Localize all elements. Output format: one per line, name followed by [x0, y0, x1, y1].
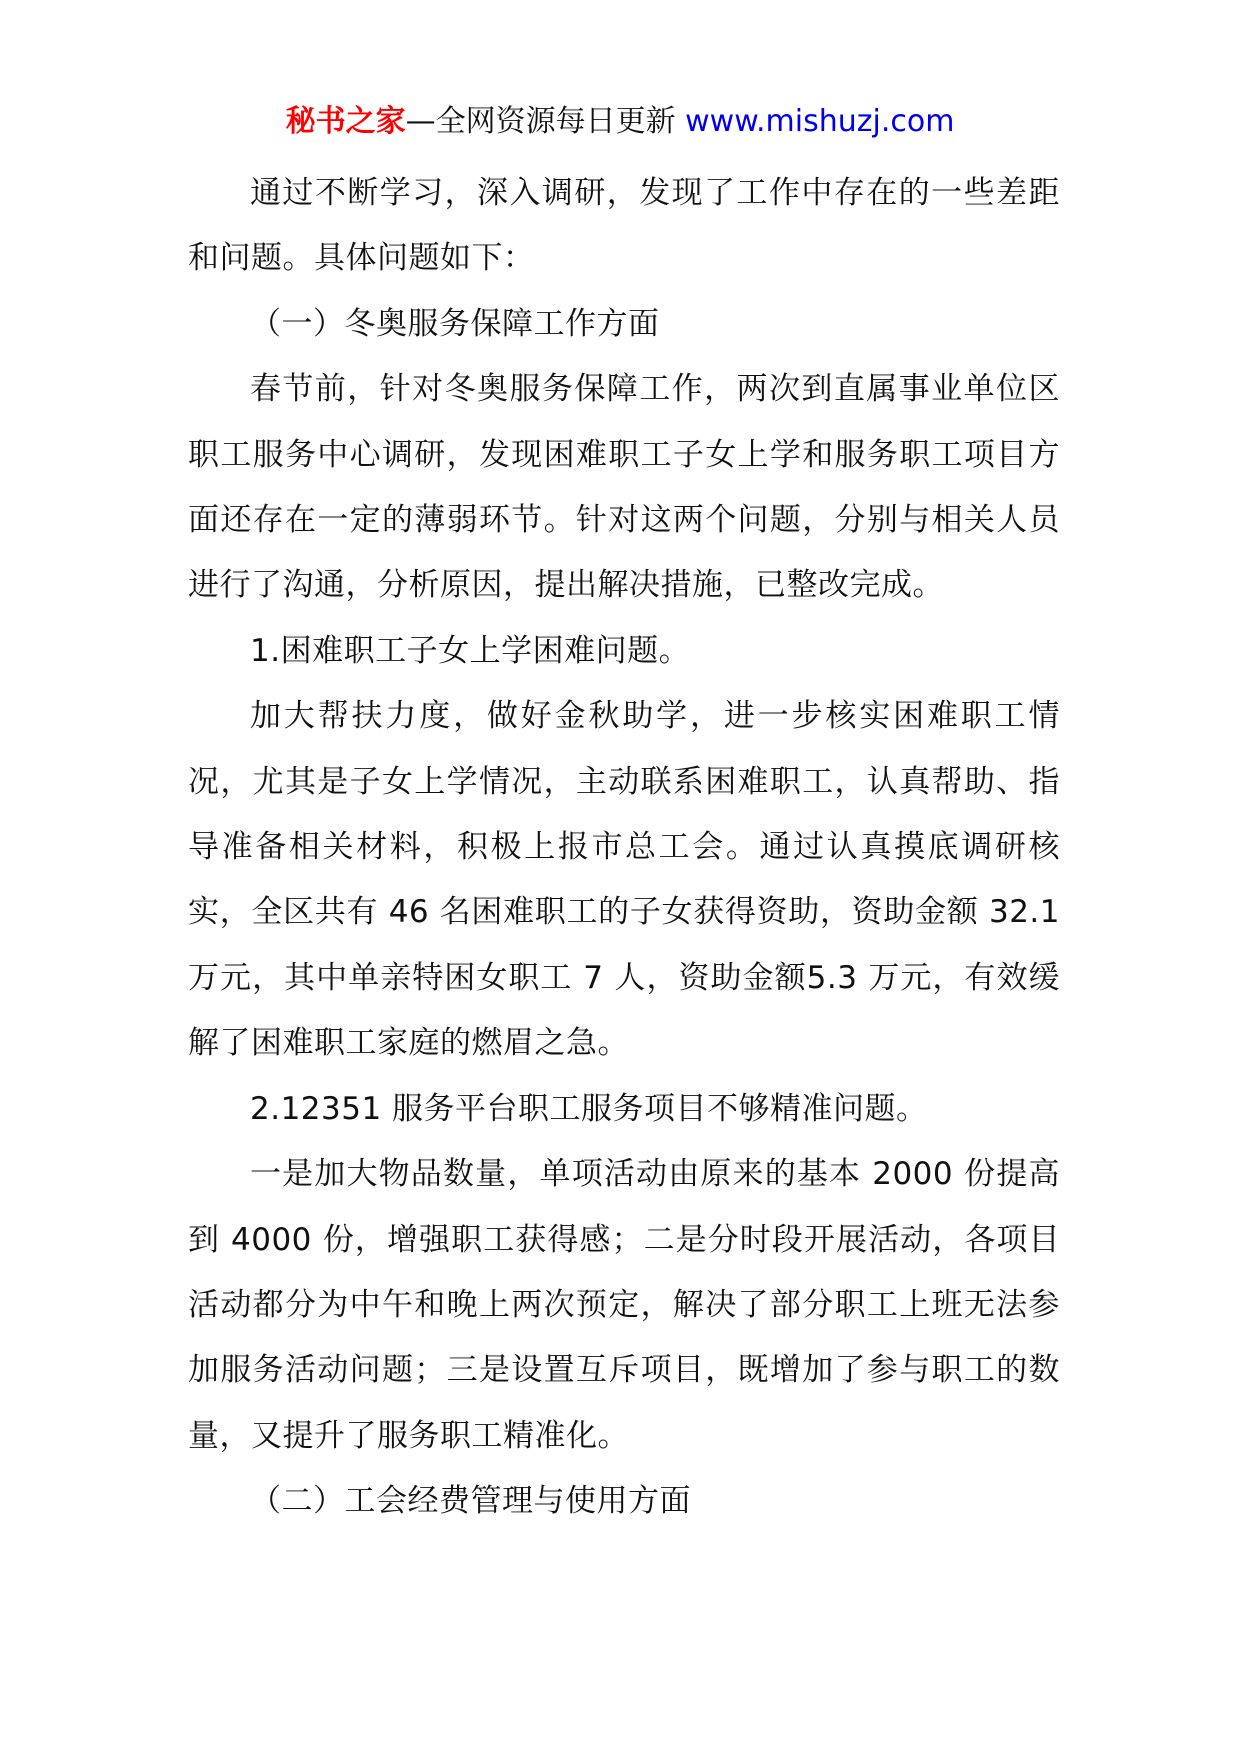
paragraph-winter-olympics: 春节前，针对冬奥服务保障工作，两次到直属事业单位区职工服务中心调研，发现困难职工子女上学和服务职工项目方面还存在一定的薄弱环节。针对这两个问题，分别与相关人员进行了沟通，分析原因，提出解决措施，已整改完成。 [188, 371, 1060, 604]
brand-name: 秘书之家 [285, 104, 406, 139]
paragraph-service-platform: 一是加大物品数量，单项活动由原来的基本 2000 份提高到 4000 份，增强职工获得感；二是分时段开展活动，各项目活动都分为中午和晚上两次预定，解决了部分职工上班无法参加服务活动问题；三是设置互斥项目，既增加了参与职工的数量，又提升了服务职工精准化。 [188, 1156, 1060, 1454]
site-header [0, 100, 1240, 144]
section-heading-2: （二）工会经费管理与使用方面 [250, 1483, 691, 1520]
item-heading-2: 2.12351 服务平台职工服务项目不够精准问题。 [250, 1090, 928, 1127]
paragraph-intro: 通过不断学习，深入调研，发现了工作中存在的一些差距和问题。具体问题如下： [188, 175, 1060, 277]
item-heading-1: 1.困难职工子女上学困难问题。 [250, 632, 691, 669]
site-url-link[interactable]: www.mishuzj.com [685, 104, 955, 139]
document-body [188, 161, 1060, 1535]
paragraph-student-aid: 加大帮扶力度，做好金秋助学，进一步核实困难职工情况，尤其是子女上学情况，主动联系困难职工，认真帮助、指导准备相关材料，积极上报市总工会。通过认真摸底调研核实，全区共有 46 名困难职工的子女获得资助，资助金额 32.1 万元，其中单亲特困女职工 7 人，资助金额5.3 万元，有效缓解了困难职工家庭的燃眉之急。 [188, 698, 1060, 1062]
section-heading-1: （一）冬奥服务保障工作方面 [250, 305, 660, 342]
header-tagline: —全网资源每日更新 [405, 104, 686, 139]
